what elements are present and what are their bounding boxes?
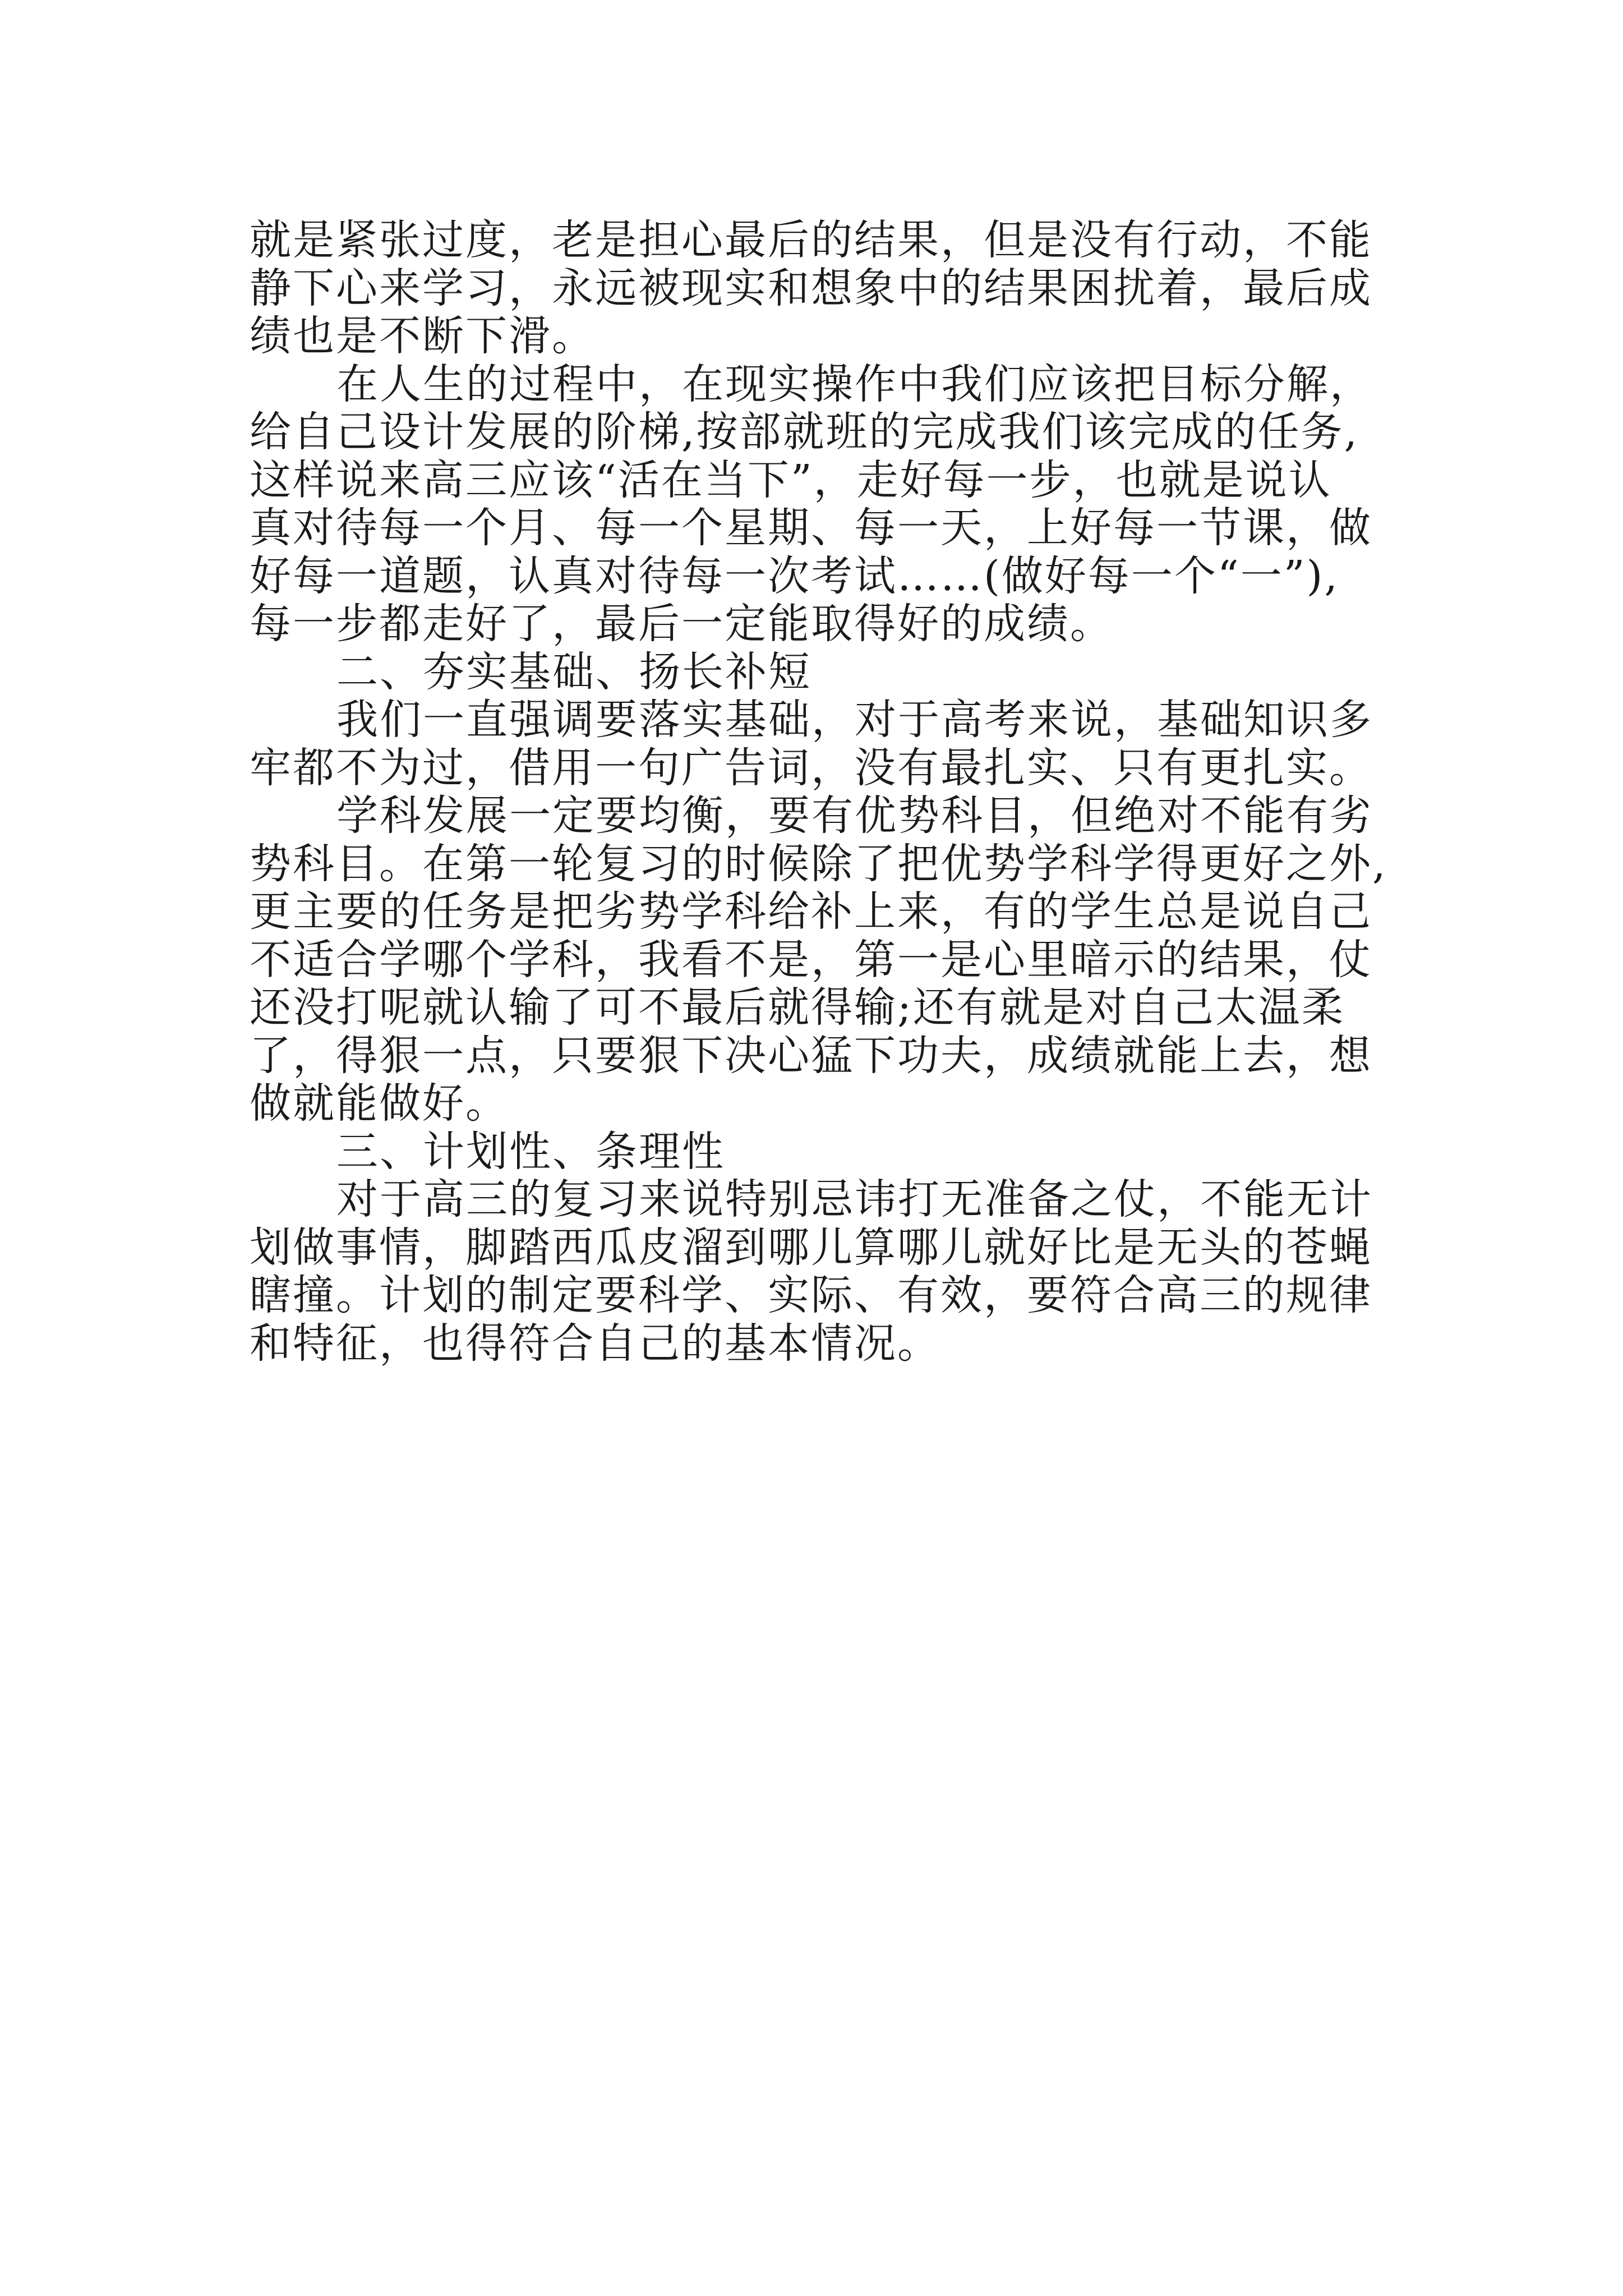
document-body: [250, 218, 1438, 1369]
text-line: 好每一道题，认真对待每一次考试……(做好每一个“一”),: [250, 551, 1339, 600]
text-line: 真对待每一个月、每一个星期、每一天，上好每一节课，做: [250, 504, 1372, 552]
text-line: 和特征，也得符合自己的基本情况。: [250, 1319, 940, 1368]
text-line: 势科目。在第一轮复习的时候除了把优势学科学得更好之外,: [250, 839, 1387, 888]
heading-line: 三、计划性、条理性: [336, 1127, 725, 1176]
heading-line: 二、夯实基础、扬长补短: [336, 647, 811, 696]
paragraph: [250, 218, 1438, 359]
text-line: 划做事情，脚踏西瓜皮溜到哪儿算哪儿就好比是无头的苍蝇: [250, 1223, 1372, 1272]
text-line: 这样说来高三应该“活在当下”，走好每一步，也就是说认: [250, 455, 1332, 504]
section-heading: [250, 647, 1438, 696]
text-line: 静下心来学习，永远被现实和想象中的结果困扰着，最后成: [250, 264, 1372, 312]
text-line: 给自己设计发展的阶梯,按部就班的完成我们该完成的任务,: [250, 408, 1359, 456]
text-line: 更主要的任务是把劣势学科给补上来，有的学生总是说自己: [250, 887, 1372, 936]
text-line: 瞎撞。计划的制定要科学、实际、有效，要符合高三的规律: [250, 1271, 1372, 1319]
text-line: 我们一直强调要落实基础，对于高考来说，基础知识多: [336, 696, 1373, 744]
text-line: 在人生的过程中，在现实操作中我们应该把目标分解，: [336, 360, 1373, 408]
paragraph: [250, 793, 1438, 1126]
text-line: 不适合学哪个学科，我看不是，第一是心里暗示的结果，仗: [250, 935, 1372, 984]
paragraph: [250, 362, 1438, 647]
section-heading: [250, 1129, 1438, 1175]
text-line: 每一步都走好了，最后一定能取得好的成绩。: [250, 600, 1113, 648]
text-line: 了，得狠一点，只要狠下决心猛下功夫，成绩就能上去，想: [250, 1031, 1372, 1080]
text-line: 还没打呢就认输了可不最后就得输;还有就是对自己太温柔: [250, 983, 1345, 1032]
text-line: 对于高三的复习来说特别忌讳打无准备之仗，不能无计: [336, 1175, 1373, 1223]
text-line: 做就能做好。: [250, 1079, 509, 1128]
text-line: 绩也是不断下滑。: [250, 312, 595, 360]
text-line: 就是紧张过度，老是担心最后的结果，但是没有行动，不能: [250, 216, 1372, 264]
text-line: 学科发展一定要均衡，要有优势科目，但绝对不能有劣: [336, 792, 1373, 840]
paragraph: [250, 1177, 1438, 1366]
text-line: 牢都不为过，借用一句广告词，没有最扎实、只有更扎实。: [250, 743, 1372, 792]
paragraph: [250, 697, 1438, 791]
